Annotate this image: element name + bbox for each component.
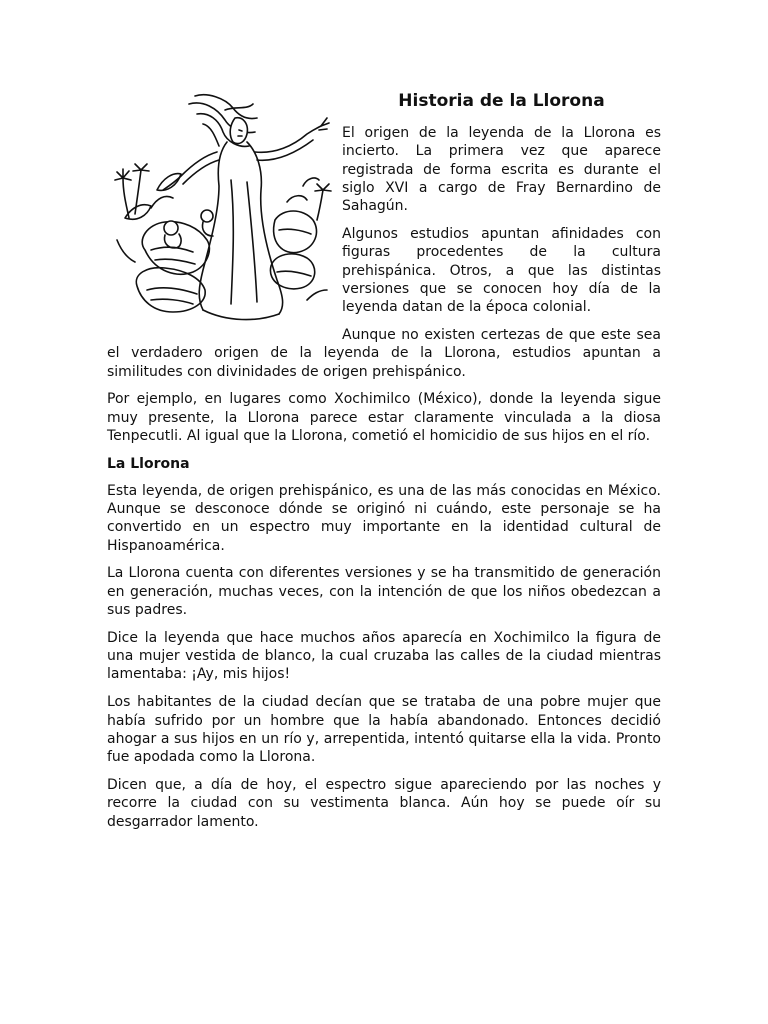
paragraph-xochimilco: Por ejemplo, en lugares como Xochimilco (México), donde la leyenda sigue muy presente, la Llorona parece estar claramente vinculada a la diosa Tenpecutli. Al igual que la Llorona, cometió el homicidio de sus hijos en el río. xyxy=(107,391,661,444)
paragraph-certainty: Aunque no existen certezas de que este sea el verdadero origen de la leyenda de la Llorona, estudios apuntan a similitudes con divinidades de origen prehispánico. xyxy=(107,326,661,380)
paragraph-origin: El origen de la leyenda de la Llorona es incierto. La primera vez que aparece registrada de forma escrita es durante el siglo XVI a cargo de Fray Bernardino de Sahagún. xyxy=(342,125,661,215)
paragraph-studies: Algunos estudios apuntan afinidades con figuras procedentes de la cultura prehispánica. Otros, a que las distintas versiones que se conocen hoy día de la leyenda datan de la época colonial. xyxy=(342,225,661,316)
page-title: Historia de la Llorona xyxy=(398,91,605,111)
paragraph-inhabitants: Los habitantes de la ciudad decían que se trataba de una pobre mujer que había sufrido por un hombre que la había abandonado. Entonces decidió ahogar a sus hijos en un río y, arrepentida, intentó quitarse ella la vida. Pronto fue apodada como la Llorona. xyxy=(107,694,661,766)
paragraph-white-woman: Dice la leyenda que hace muchos años aparecía en Xochimilco la figura de una mujer vestida de blanco, la cual cruzaba las calles de la ciudad mientras lamentaba: ¡Ay, mis hijos! xyxy=(107,629,661,683)
document-page xyxy=(107,90,661,840)
paragraph-legend-known: Esta leyenda, de origen prehispánico, es una de las más conocidas en México. Aunque se desconoce dónde se originó ni cuándo, este personaje se ha convertido en un espectro muy importante en la identidad cultural de Hispanoamérica. xyxy=(107,482,661,554)
llorona-illustration-icon xyxy=(107,90,335,326)
paragraph-versions: La Llorona cuenta con diferentes versiones y se ha transmitido de generación en generación, muchas veces, con la intención de que los niños obedezcan a sus padres. xyxy=(107,565,661,619)
paragraph-today: Dicen que, a día de hoy, el espectro sigue apareciendo por las noches y recorre la ciudad con su vestimenta blanca. Aún hoy se puede oír su desgarrador lamento. xyxy=(107,776,661,830)
section-heading: La Llorona xyxy=(107,455,190,472)
